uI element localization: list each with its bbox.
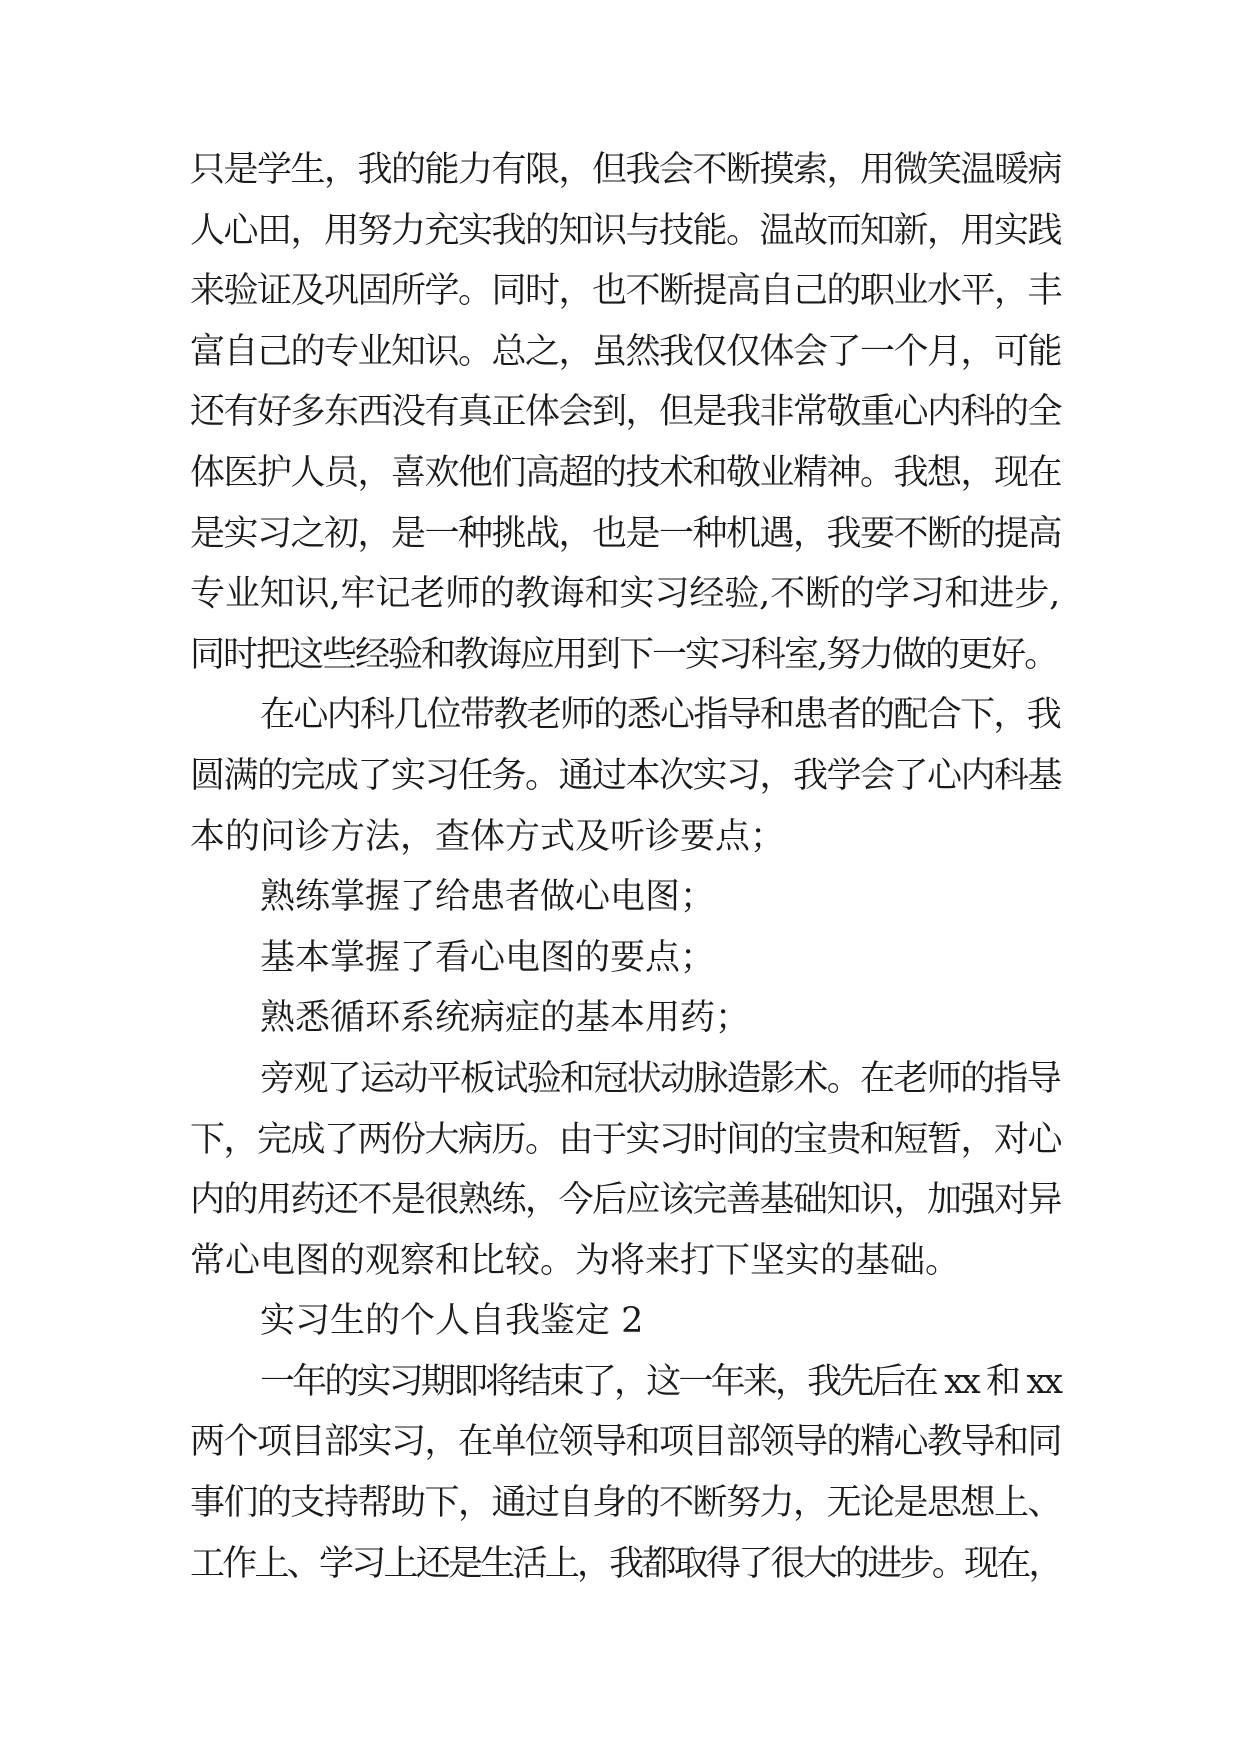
text-line: 工作上、学习上还是生活上，我都取得了很大的进步。现在， — [190, 1543, 1061, 1584]
text-line: 事们的支持帮助下，通过自身的不断努力，无论是思想上、 — [190, 1483, 1062, 1524]
text-line: 只是学生，我的能力有限，但我会不断摸索，用微笑温暖病 — [190, 150, 1062, 190]
text-line: 熟练掌握了给患者做心电图； — [260, 877, 716, 918]
text-line: 内的用药还不是很熟练，今后应该完善基础知识，加强对异 — [190, 1180, 1062, 1221]
text-line: 旁观了运动平板试验和冠状动脉造影术。在老师的指导 — [260, 1058, 1060, 1099]
text-line: 在心内科几位带教老师的悉心指导和患者的配合下，我 — [260, 695, 1060, 736]
text-line: 熟悉循环系统病症的基本用药； — [260, 998, 751, 1039]
text-line: 专业知识,牢记老师的教诲和实习经验,不断的学习和进步, — [190, 574, 1060, 615]
text-line: 圆满的完成了实习任务。通过本次实习，我学会了心内科基 — [190, 755, 1062, 796]
text-line: 体医护人员，喜欢他们高超的技术和敬业精神。我想，现在 — [190, 452, 1062, 493]
text-line: 常心电图的观察和比较。为将来打下坚实的基础。 — [190, 1240, 961, 1281]
text-line: 人心田，用努力充实我的知识与技能。温故而知新，用实践 — [190, 210, 1062, 251]
text-line: 是实习之初，是一种挑战，也是一种机遇，我要不断的提高 — [190, 513, 1062, 554]
text-line: 基本掌握了看心电图的要点； — [260, 937, 716, 978]
text-line: 下，完成了两份大病历。由于实习时间的宝贵和短暂，对心 — [190, 1119, 1062, 1160]
text-line: 还有好多东西没有真正体会到，但是我非常敬重心内科的全 — [190, 392, 1062, 433]
text-line: 实习生的个人自我鉴定 2 — [260, 1301, 644, 1342]
text-line: 本的问诊方法，查体方式及听诊要点； — [190, 816, 786, 857]
text-line: 富自己的专业知识。总之，虽然我仅仅体会了一个月，可能 — [190, 331, 1062, 372]
text-line: 来验证及巩固所学。同时，也不断提高自己的职业水平，丰 — [190, 271, 1062, 312]
text-line: 同时把这些经验和教诲应用到下一实习科室,努力做的更好。 — [190, 634, 1058, 675]
document-body — [190, 140, 1060, 1594]
text-line: 一年的实习期即将结束了，这一年来，我先后在 xx 和 xx — [260, 1361, 1060, 1402]
text-line: 两个项目部实习，在单位领导和项目部领导的精心教导和同 — [190, 1422, 1062, 1463]
